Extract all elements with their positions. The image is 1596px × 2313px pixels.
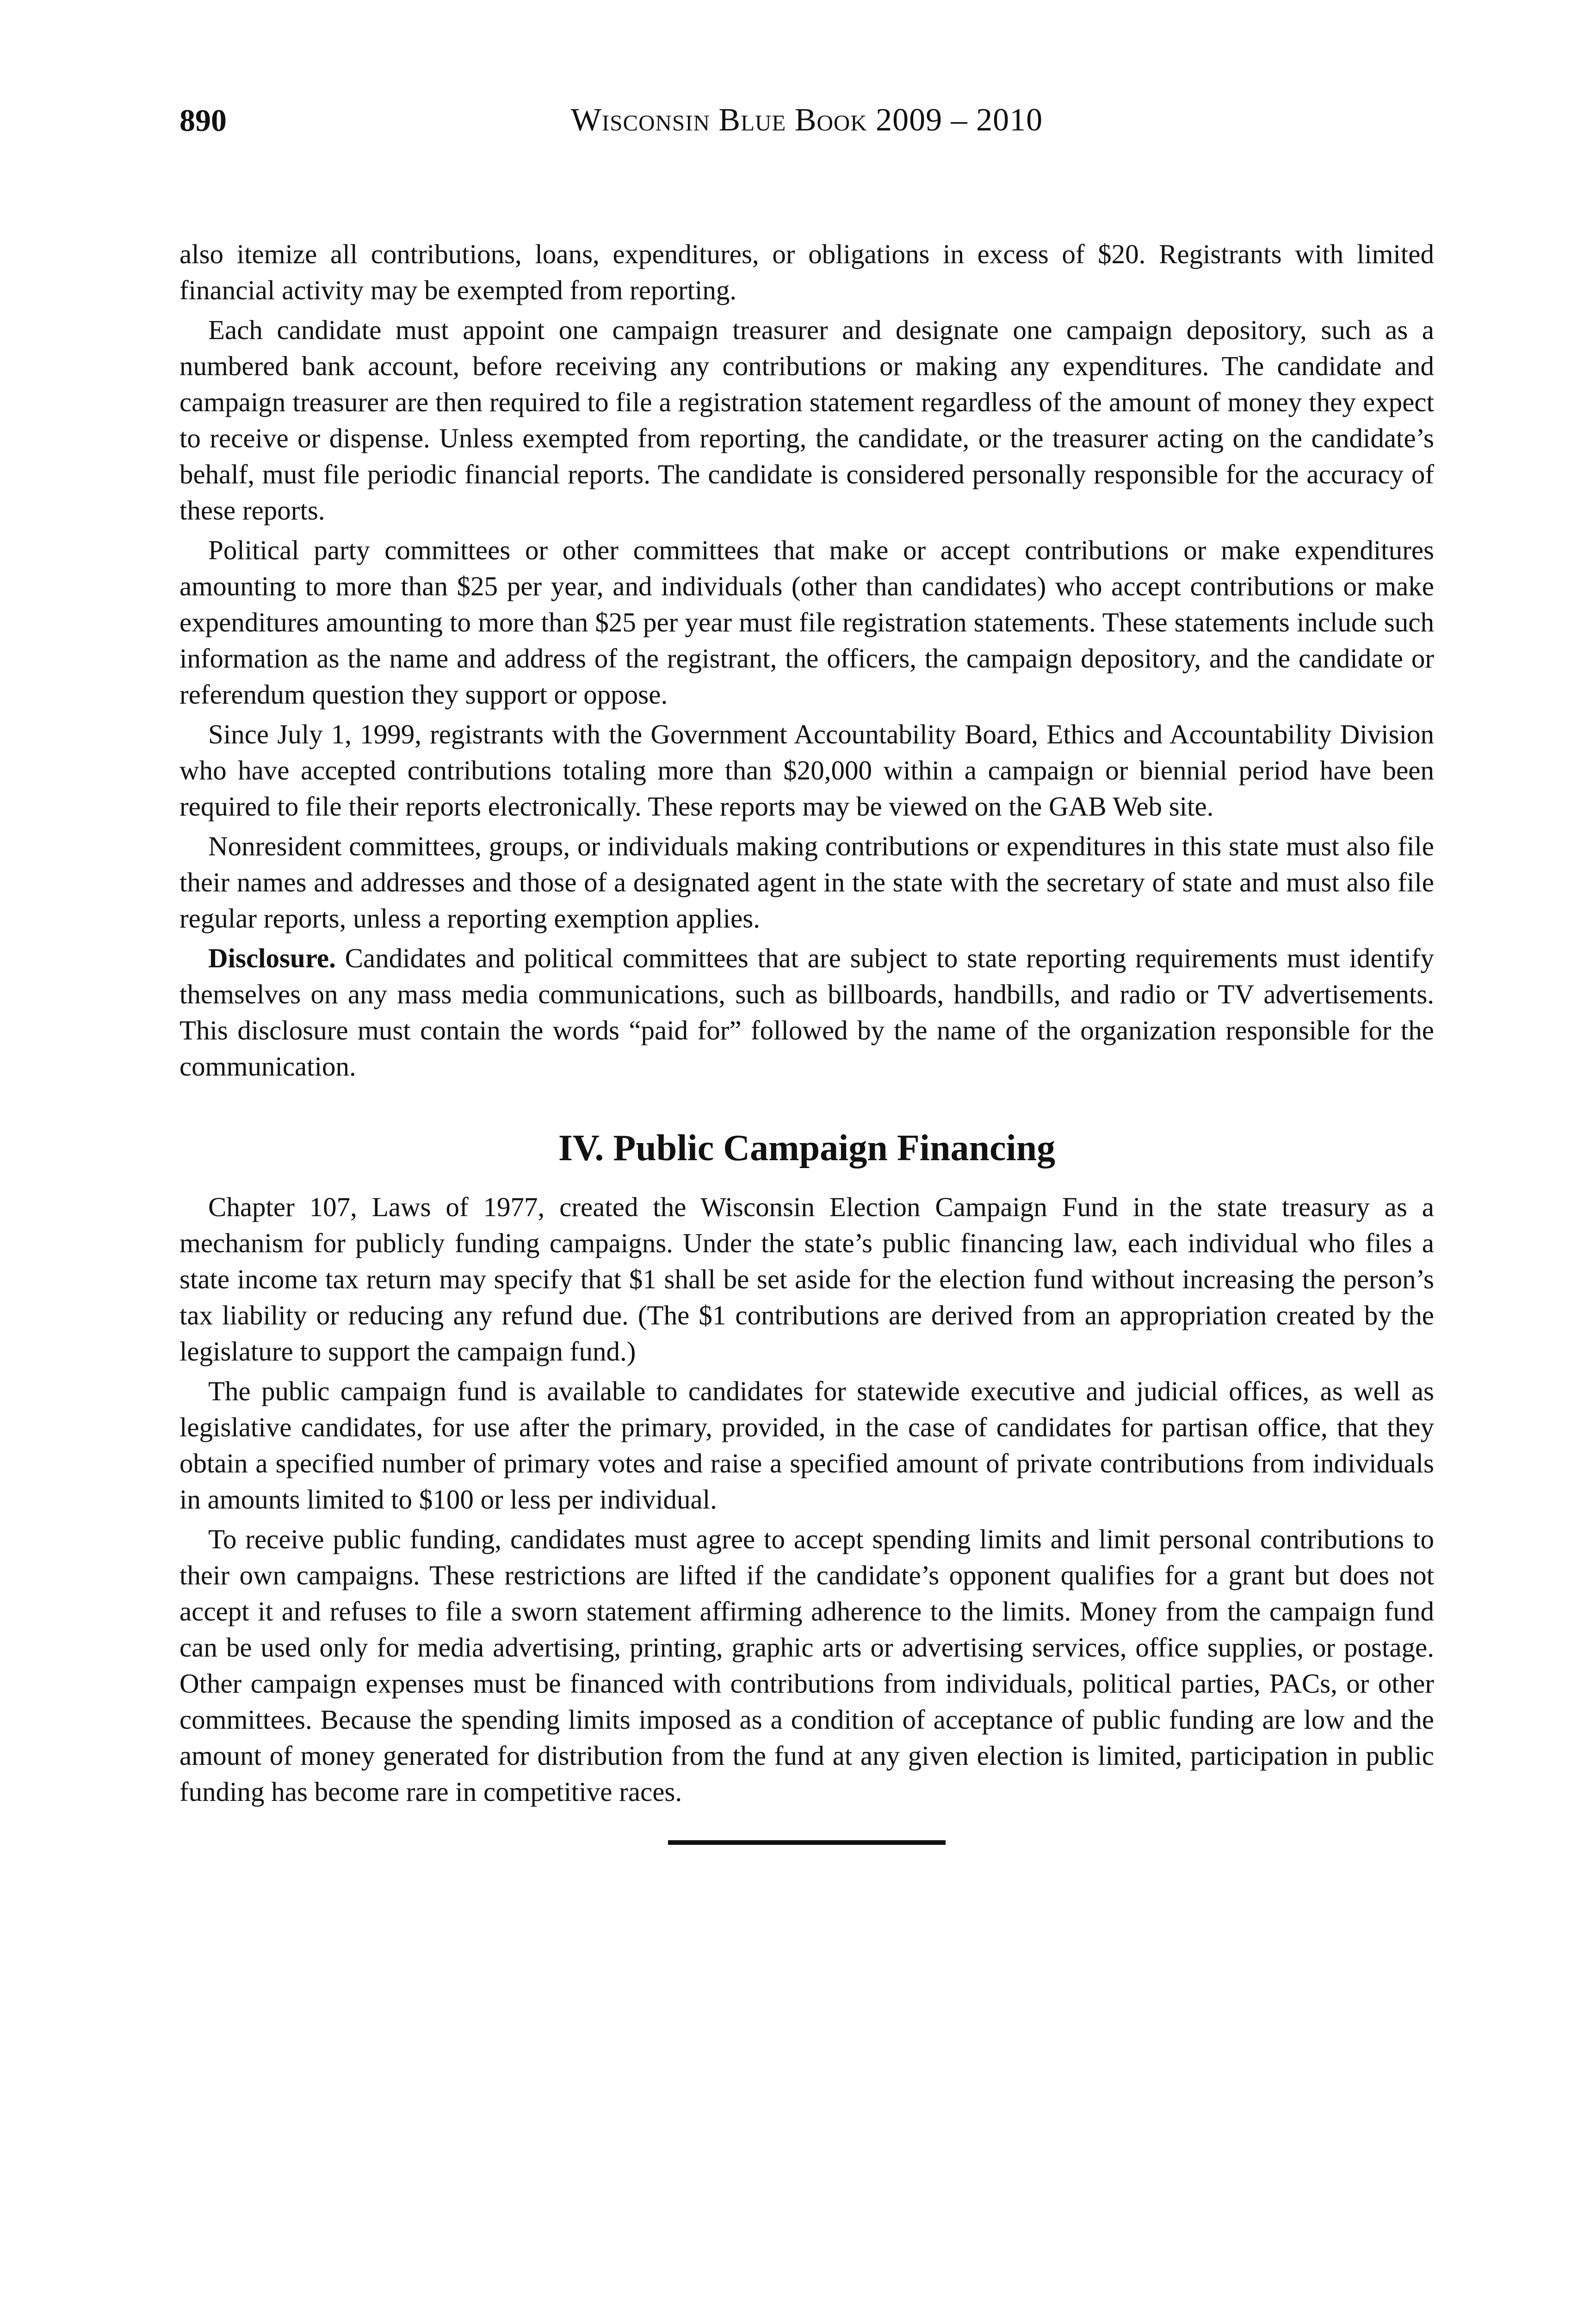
body-paragraph: Chapter 107, Laws of 1977, created the Wisconsin Election Campaign Fund in the state treasury as a mechanism for publicly funding campaigns. Under the state’s public financing law, each individual who files a state income tax return may specify that $1 shall be set aside for the election fund without increasing the person’s tax liability or reducing any refund due. (The $1 contributions are derived from an appropriation created by the legislature to support the campaign fund.) <box>179 1192 1434 1367</box>
page-number: 890 <box>179 103 227 138</box>
section-heading: IV. Public Campaign Financing <box>558 1128 1056 1169</box>
page-body <box>179 236 1434 1845</box>
body-paragraph: The public campaign fund is available to candidates for statewide executive and judicial offices, as well as legislative candidates, for use after the primary, provided, in the case of candidates for partisan office, that they obtain a specified number of primary votes and raise a specified amount of private contributions from individuals in amounts limited to $100 or less per individual. <box>179 1376 1434 1515</box>
page-header <box>179 93 1434 148</box>
disclosure-text: Candidates and political committees that are subject to state reporting requirements must identify themselves on any mass media communications, such as billboards, handbills, and radio or TV advertisements. This disclosure must contain the words “paid for” followed by the name of the organization responsible for the communication. <box>179 943 1434 1082</box>
running-head: Wisconsin Blue Book 2009 – 2010 <box>570 102 1043 138</box>
body-paragraph: also itemize all contributions, loans, expenditures, or obligations in excess of $20. Registrants with limited financial activity may be exempted from reporting. <box>179 239 1434 305</box>
body-paragraph: Each candidate must appoint one campaign treasurer and designate one campaign depository, such as a numbered bank account, before receiving any contributions or making any expenditures. The candidate and campaign treasurer are then required to file a registration statement regardless of the amount of money they expect to receive or dispense. Unless exempted from reporting, the candidate, or the treasurer acting on the candidate’s behalf, must file periodic financial reports. The candidate is considered personally responsible for the accuracy of these reports. <box>179 315 1434 526</box>
body-paragraph: To receive public funding, candidates must agree to accept spending limits and limit personal contributions to their own campaigns. These restrictions are lifted if the candidate’s opponent qualifies for a grant but does not accept it and refuses to file a sworn statement affirming adherence to the limits. Money from the campaign fund can be used only for media advertising, printing, graphic arts or advertising services, office supplies, or postage. Other campaign expenses must be financed with contributions from individuals, political parties, PACs, or other committees. Because the spending limits imposed as a condition of acceptance of public funding are low and the amount of money generated for distribution from the fund at any given election is limited, participation in public funding has become rare in competitive races. <box>179 1524 1434 1807</box>
body-paragraph: Political party committees or other committees that make or accept contributions or make expenditures amounting to more than $25 per year, and individuals (other than candidates) who accept contributions or make expenditures amounting to more than $25 per year must file registration statements. These statements include such information as the name and address of the registrant, the officers, the campaign depository, and the candidate or referendum question they support or oppose. <box>179 535 1434 710</box>
disclosure-label: Disclosure. <box>208 943 336 973</box>
body-paragraph: Since July 1, 1999, registrants with the Government Accountability Board, Ethics and Accountability Division who have accepted contributions totaling more than $20,000 within a campaign or biennial period have been required to file their reports electronically. These reports may be viewed on the GAB Web site. <box>179 719 1434 822</box>
body-paragraph: Nonresident committees, groups, or individuals making contributions or expenditures in this state must also file their names and addresses and those of a designated agent in the state with the secretary of state and must also file regular reports, unless a reporting exemption applies. <box>179 831 1434 934</box>
disclosure-paragraph <box>179 940 1434 1084</box>
section-end-rule <box>668 1840 946 1845</box>
